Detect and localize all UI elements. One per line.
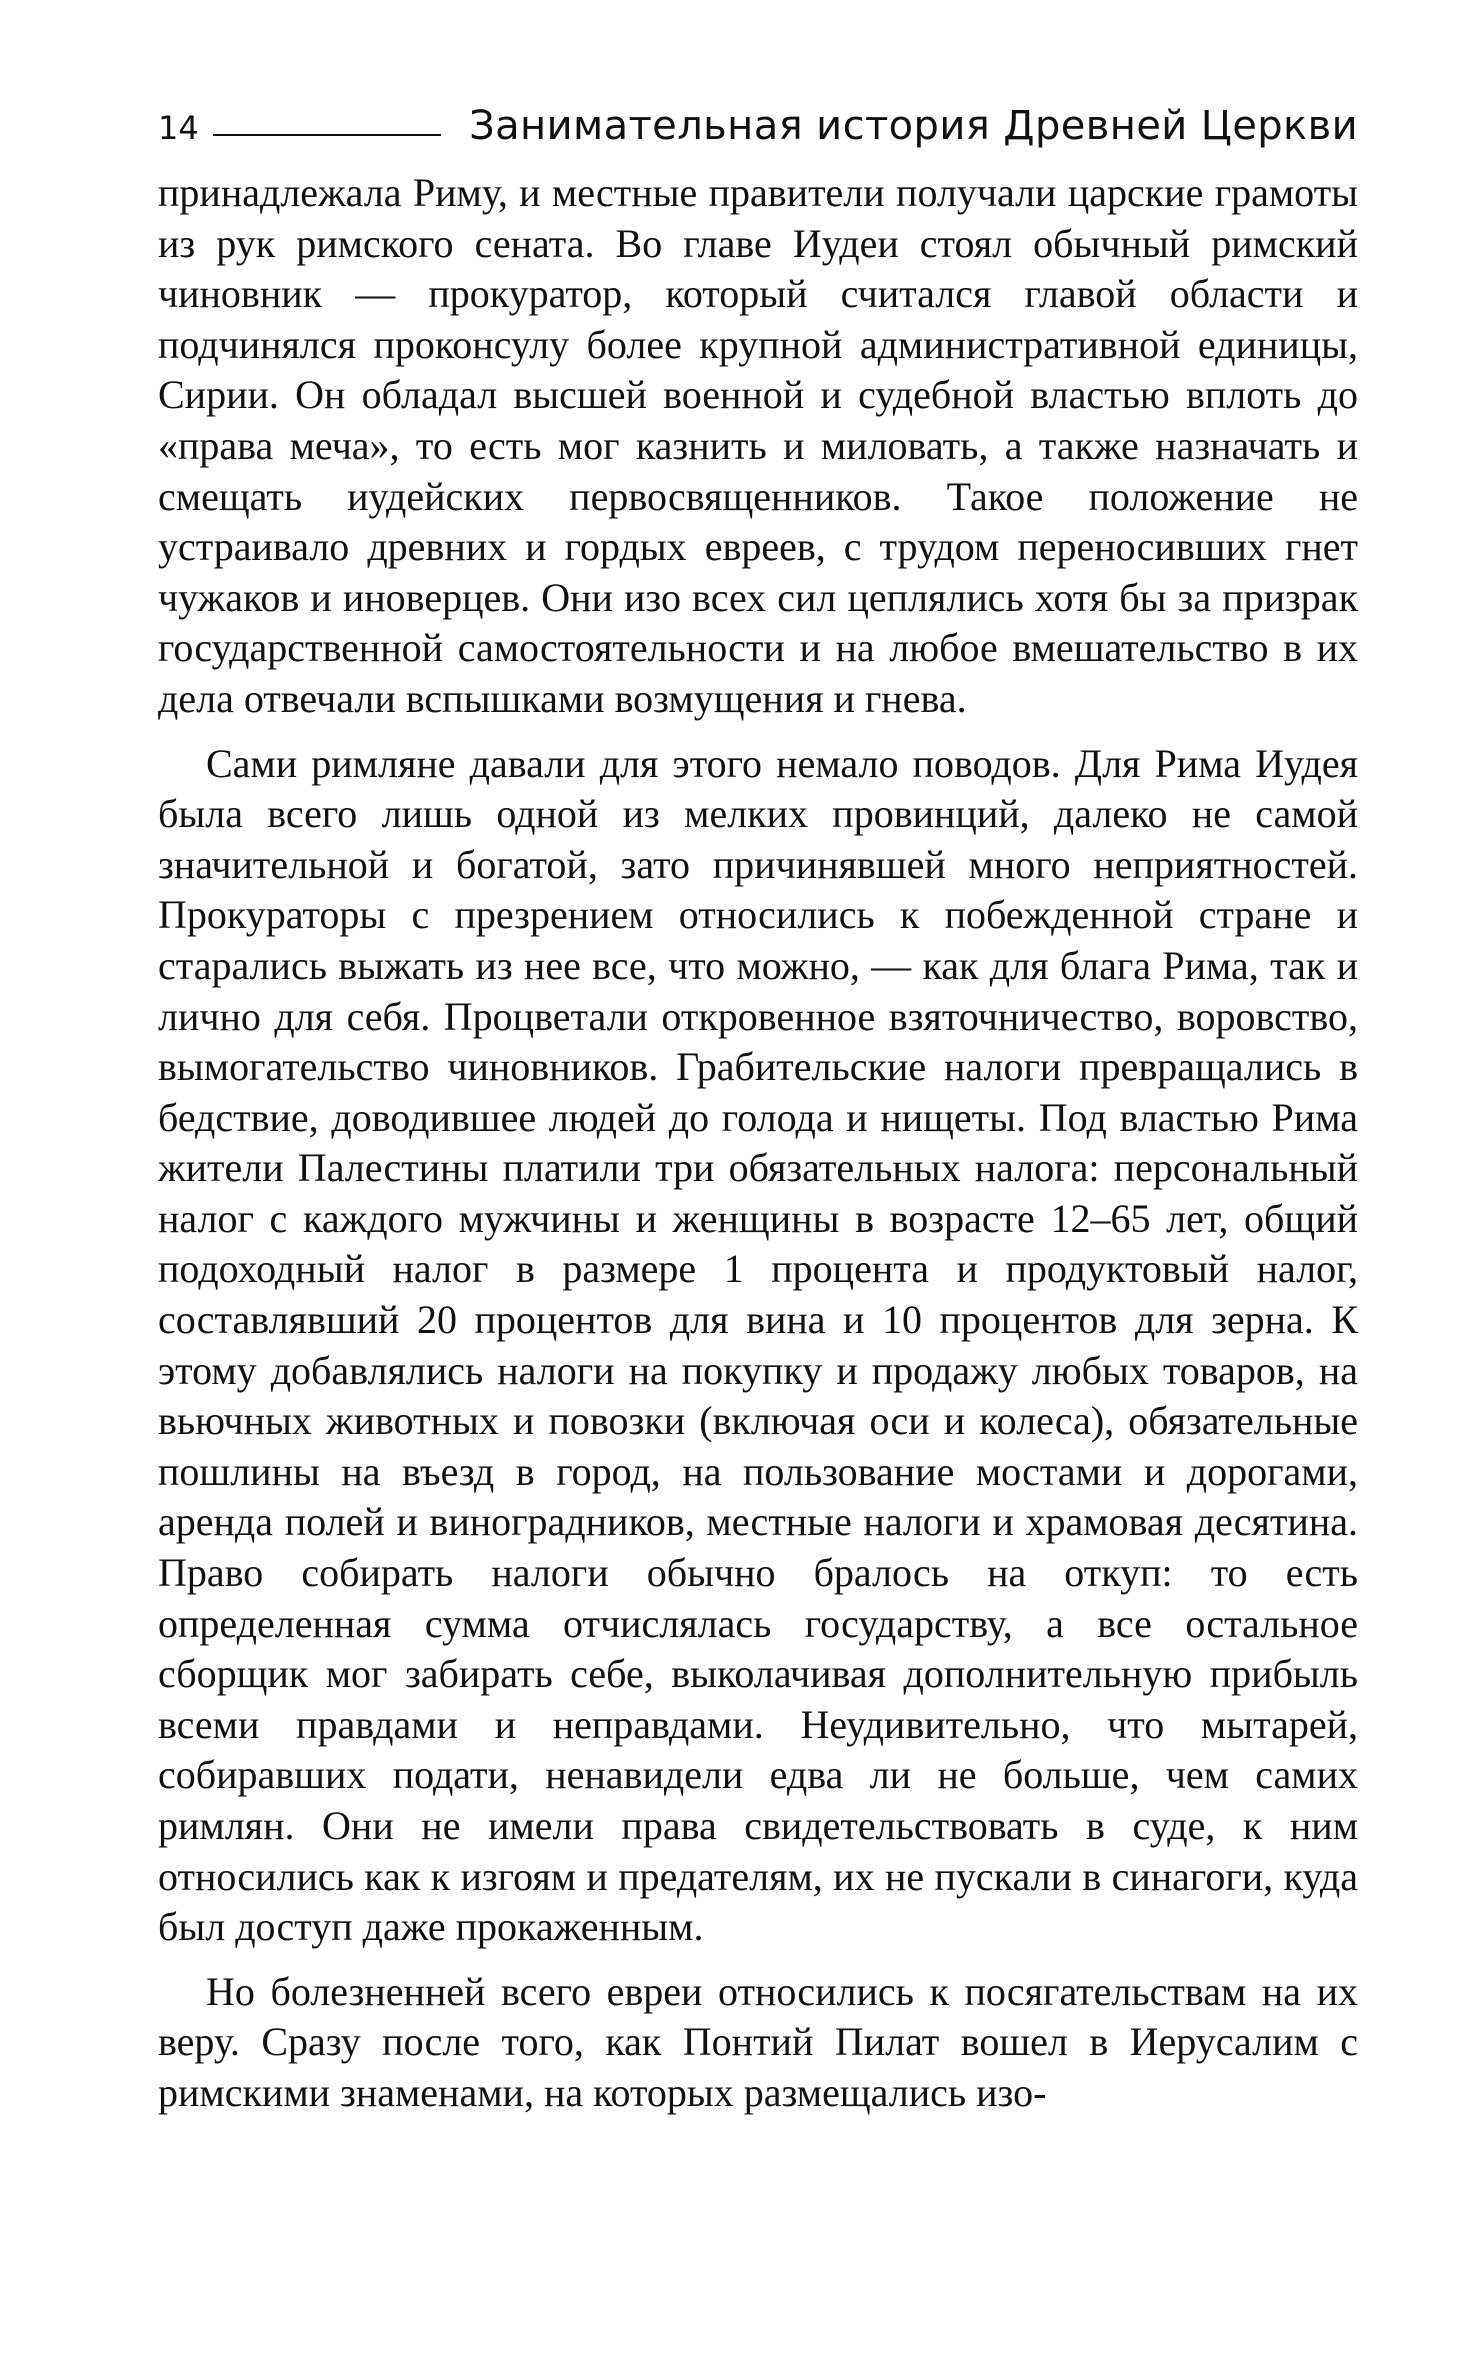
paragraph: Но болезненней всего евреи относились к посягательствам на их веру. Сразу после того, как Понтий Пилат вошел в Иерусалим с римскими знаменами, на которых размещались изо- xyxy=(158,1968,1358,2115)
running-head xyxy=(158,92,1358,148)
paragraph: Сами римляне давали для этого немало поводов. Для Рима Иудея была всего лишь одной из мелких провинций, далеко не самой значительной и богатой, зато причинявшей много неприятностей. Прокураторы с презрением относились к побежденной стране и старались выжать из нее все, что можно, — как для блага Рима, так и лично для себя. Процветали откровенное взяточничество, воровство, вымогательство чиновников. Грабительские налоги превращались в бедствие, доводившее людей до голода и нищеты. Под властью Рима жители Палестины платили три обязательных налога: персональный налог с каждого мужчины и женщины в возрасте 12–65 лет, общий подоходный налог в размере 1 процента и продуктовый налог, составлявший 20 процентов для вина и 10 процентов для зерна. К этому добавлялись налоги на покупку и продажу любых товаров, на вьючных животных и повозки (включая оси и колеса), обязательные пошлины на въезд в город, на пользование мостами и дорогами, аренда полей и виноградников, местные налоги и храмовая десятина. Право собирать налоги обычно бралось на откуп: то есть определенная сумма отчислялась государству, а все остальное сборщик мог забирать себе, выколачивая дополнительную прибыль всеми правдами и неправдами. Неудивительно, что мытарей, собиравших подати, ненавидели едва ли не больше, чем самих римлян. Они не имели права свидетельствовать в суде, к ним относились как к изгоям и предателям, их не пускали в синагоги, куда был доступ даже прокаженным. xyxy=(158,740,1358,1950)
page-number: 14 xyxy=(158,109,199,147)
running-title: Занимательная история Древней Церкви xyxy=(469,103,1358,149)
header-rule xyxy=(213,134,441,136)
body-text xyxy=(158,168,1358,2119)
paragraph-continued: принадлежала Риму, и местные правители получали царские грамоты из рук римского сената. Во главе Иудеи стоял обычный римский чиновник — прокуратор, который считался главой области и подчинялся проконсулу более крупной административной единицы, Сирии. Он обладал высшей военной и судебной властью вплоть до «права меча», то есть мог казнить и миловать, а также назначать и смещать иудейских первосвященников. Такое положение не устраивало древних и гордых евреев, с трудом переносивших гнет чужаков и иноверцев. Они изо всех сил цеплялись хотя бы за призрак государственной самостоятельности и на любое вмешательство в их дела отвечали вспышками возмущения и гнева. xyxy=(158,170,1358,721)
